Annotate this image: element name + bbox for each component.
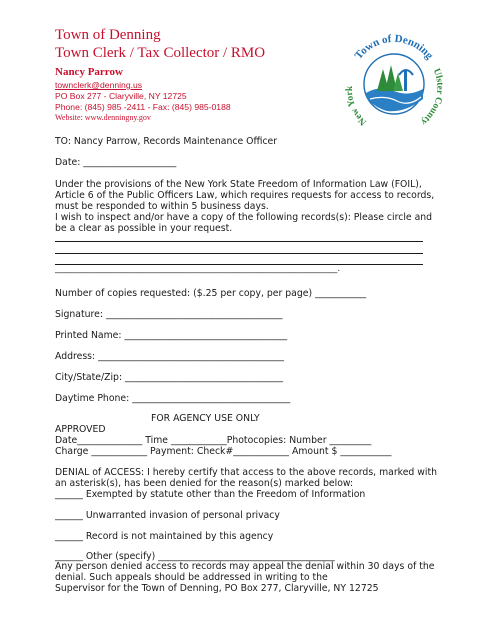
copies-requested-field[interactable]: Number of copies requested: ($.25 per copy, per page) ___________ bbox=[55, 288, 367, 299]
address-field[interactable]: Address: ________________________________________ bbox=[55, 351, 285, 362]
website-link[interactable]: Website: www.denningny.gov bbox=[55, 113, 151, 122]
intro-line-5: be a clear as possible in your request. bbox=[55, 223, 233, 234]
intro-line-1: Under the provisions of the New York State Freedom of Information Law (FOIL), bbox=[55, 179, 422, 190]
appeal-line-1: Any person denied access to records may appeal the denial within 30 days of the bbox=[55, 561, 435, 572]
appeal-line-3: Supervisor for the Town of Denning, PO Box 277, Claryville, NY 12725 bbox=[55, 583, 379, 594]
daytime-phone-field[interactable]: Daytime Phone: __________________________________ bbox=[55, 393, 291, 404]
intro-line-2: Article 6 of the Public Officers Law, which requires requests for access to records, bbox=[55, 190, 435, 201]
denial-reason-not-maintained[interactable]: ______ Record is not maintained by this agency bbox=[55, 531, 274, 542]
seal-text-top: Town of Denning bbox=[352, 32, 436, 62]
office-phone-fax: Phone: (845) 985 -2411 - Fax: (845) 985-0188 bbox=[55, 102, 231, 112]
date-field[interactable]: Date: ____________________ bbox=[55, 157, 177, 168]
approved-label: APPROVED bbox=[55, 424, 106, 435]
clerk-name: Nancy Parrow bbox=[55, 66, 123, 78]
denial-reason-privacy[interactable]: ______ Unwarranted invasion of personal privacy bbox=[55, 510, 280, 521]
clerk-email-link[interactable]: townclerk@denning.us bbox=[55, 80, 143, 90]
signature-field[interactable]: Signature: ______________________________________ bbox=[55, 309, 283, 320]
denial-reason-statute[interactable]: ______ Exempted by statute other than the Freedom of Information bbox=[55, 489, 366, 500]
denial-intro-line-1: DENIAL of ACCESS: I hereby certify that access to the above records, marked with bbox=[55, 467, 437, 478]
seal-text-right: Ulster County bbox=[418, 67, 445, 127]
request-line-2[interactable] bbox=[55, 253, 423, 254]
intro-line-3: must be responded to within 5 business days. bbox=[55, 201, 269, 212]
letterhead-town: Town of Denning bbox=[55, 27, 161, 43]
form-recipient: TO: Nancy Parrow, Records Maintenance Officer bbox=[55, 136, 278, 147]
denial-reason-other[interactable]: ______ Other (specify) ______________________________________ bbox=[55, 551, 335, 562]
denial-intro-line-2: an asterisk(s), has been denied for the reason(s) marked below: bbox=[55, 478, 354, 489]
town-seal-logo bbox=[335, 25, 453, 143]
agency-date-time-photocopies[interactable]: Date______________ Time ____________Photocopies: Number _________ bbox=[55, 435, 372, 446]
agency-use-heading: FOR AGENCY USE ONLY bbox=[151, 413, 260, 424]
seal-text-bottom: New York bbox=[344, 85, 369, 127]
printed-name-field[interactable]: Printed Name: ___________________________________ bbox=[55, 330, 288, 341]
city-state-zip-field[interactable]: City/State/Zip: __________________________________ bbox=[55, 372, 284, 383]
intro-line-4: I wish to inspect and/or have a copy of the following records(s): Please circle and bbox=[55, 212, 433, 223]
letterhead-office: Town Clerk / Tax Collector / RMO bbox=[55, 45, 266, 61]
agency-charge-payment-amount[interactable]: Charge ____________ Payment: Check#____________ Amount $ ___________ bbox=[55, 446, 392, 457]
request-line-4[interactable]: _________________________________________________________________. bbox=[55, 264, 341, 274]
office-address: PO Box 277 - Claryville, NY 12725 bbox=[55, 91, 187, 101]
appeal-line-2: denial. Such appeals should be addressed in writing to the bbox=[55, 572, 328, 583]
request-line-1[interactable] bbox=[55, 241, 423, 242]
